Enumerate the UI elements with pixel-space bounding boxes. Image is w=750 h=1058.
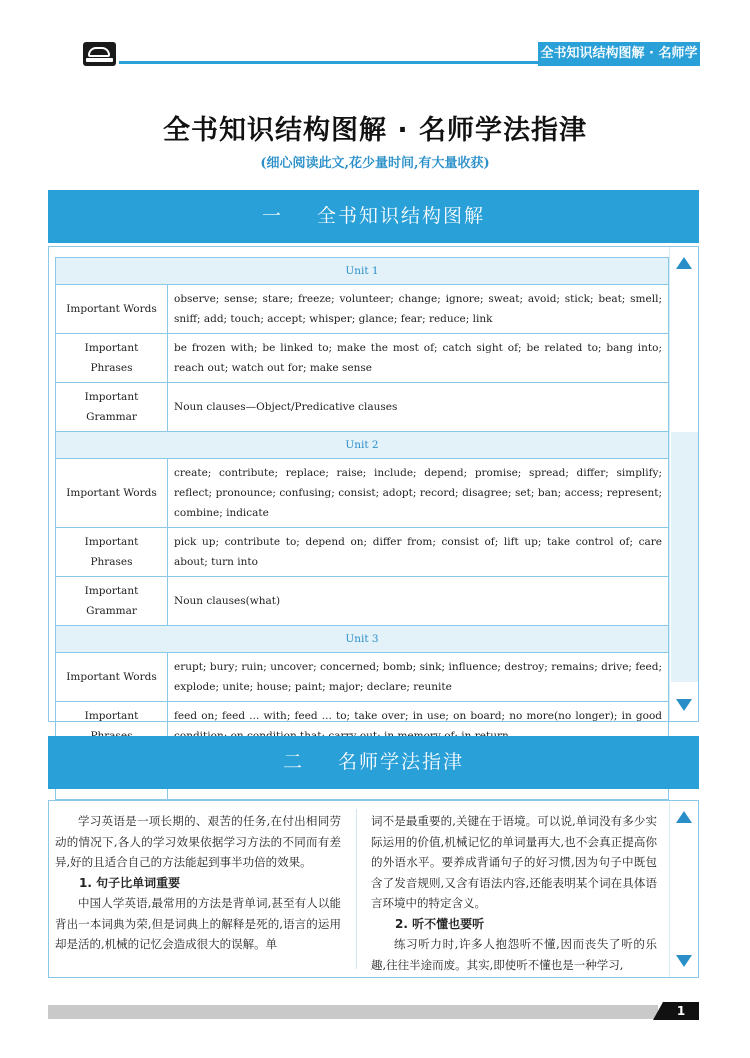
publisher-logo-icon: [83, 42, 116, 66]
scroll-down-icon[interactable]: [676, 955, 692, 967]
article-heading: 1. 句子比单词重要: [79, 875, 181, 890]
structure-table-panel: [48, 246, 699, 722]
structure-table: [55, 257, 669, 800]
article-paragraph: 中国人学英语,最常用的方法是背单词,甚至有人以能背出一本词典为荣,但是词典上的解释是死的,语言的运用却是活的,机械的记忆会造成很大的误解。单: [55, 896, 341, 951]
row-content: create; contribute; replace; raise; include; depend; promise; spread; differ; simplify; reflect; pronounce; confusing; consist; adopt; record; disagree; set; ban; access; represent; combine; indicate: [168, 459, 669, 528]
row-content: Noun clauses(what): [168, 577, 669, 626]
row-label: Important: [56, 702, 168, 751]
row-label: Important Words: [56, 459, 168, 528]
unit-title: Unit 2: [56, 432, 669, 459]
table-scrollbar-thumb[interactable]: [671, 432, 698, 682]
column-divider: [356, 809, 357, 969]
table-row: [56, 459, 669, 528]
page-footer: [48, 1002, 699, 1020]
table-row: [56, 334, 669, 383]
row-content: feed on; feed ... with; feed ... to; take over; in use; on board; no more(no longer); in good: [168, 702, 669, 751]
scroll-down-icon[interactable]: [676, 699, 692, 711]
table-row: [56, 285, 669, 334]
page-subtitle: (细心阅读此文,花少量时间,有大量收获): [260, 156, 490, 171]
article-paragraph: 学习英语是一项长期的、艰苦的任务,在付出相同劳动的情况下,各人的学习效果依据学习方法的不同而有差异,好的且适合自己的方法能起到事半功倍的效果。: [55, 814, 341, 869]
unit-title: Unit 3: [56, 626, 669, 653]
row-label: Important Grammar: [56, 383, 168, 432]
article-paragraph: 词不是最重要的,关键在于语境。可以说,单词没有多少实际运用的价值,机械记忆的单词量再大,也不会真正提高你的外语水平。要养成背诵句子的好习惯,因为句子中既包含了发音规则,又含有语法内容,还能表明某个词在具体语言环境中的特定含义。: [371, 814, 657, 910]
table-row: [56, 577, 669, 626]
tips-article-panel: [48, 800, 699, 978]
article-paragraph: 练习听力时,许多人抱怨听不懂,因而丧失了听的乐趣,往往半途而废。其实,即使听不懂也是一种学习,: [371, 937, 657, 972]
scroll-up-icon[interactable]: [676, 257, 692, 269]
row-content: observe; sense; stare; freeze; volunteer; change; ignore; sweat; avoid; stick; beat; smell; sniff; add; touch; accept; whisper; glance; fear; reduce; link: [168, 285, 669, 334]
footer-bar: [48, 1005, 658, 1019]
section-header-tips: [48, 736, 699, 789]
section-title: 全书知识结构图解: [317, 205, 486, 227]
unit-header-row: [56, 258, 669, 285]
row-content: erupt; bury; ruin; uncover; concerned; bomb; sink; influence; destroy; remains; drive; feed; explode; unite; house; paint; major; declare; reunite: [168, 653, 669, 702]
section-title: 名师学法指津: [338, 751, 465, 773]
row-content: be frozen with; be linked to; make the most of; catch sight of; be related to; bang into; reach out; watch out for; make sense: [168, 334, 669, 383]
scroll-up-icon[interactable]: [676, 811, 692, 823]
table-row: [56, 653, 669, 702]
row-content: pick up; contribute to; depend on; differ from; consist of; lift up; take control of; care about; turn into: [168, 528, 669, 577]
article-column-left: [55, 811, 341, 955]
unit-title: Unit 1: [56, 258, 669, 285]
row-label: Important Words: [56, 653, 168, 702]
row-label: Important Words: [56, 285, 168, 334]
article-column-right: [371, 811, 657, 975]
page-number: 1: [663, 1002, 699, 1020]
article-heading: 2. 听不懂也要听: [395, 916, 485, 931]
row-label: Important Grammar: [56, 577, 168, 626]
row-content: Noun clauses—Object/Predicative clauses: [168, 383, 669, 432]
row-label: Important Phrases: [56, 334, 168, 383]
table-scrollbar[interactable]: [669, 247, 698, 721]
page-title: 全书知识结构图解 · 名师学法指津: [162, 115, 588, 146]
table-row: [56, 383, 669, 432]
header-rule: [119, 61, 539, 64]
page-header: [83, 42, 700, 85]
article-scrollbar[interactable]: [669, 801, 698, 977]
unit-header-row: [56, 432, 669, 459]
header-banner: 全书知识结构图解 · 名师学法指津: [538, 42, 700, 66]
section-number: 二: [282, 751, 304, 773]
unit-header-row: [56, 626, 669, 653]
row-label: Important Phrases: [56, 528, 168, 577]
section-header-structure: [48, 190, 699, 243]
table-row: [56, 528, 669, 577]
section-number: 一: [261, 205, 283, 227]
